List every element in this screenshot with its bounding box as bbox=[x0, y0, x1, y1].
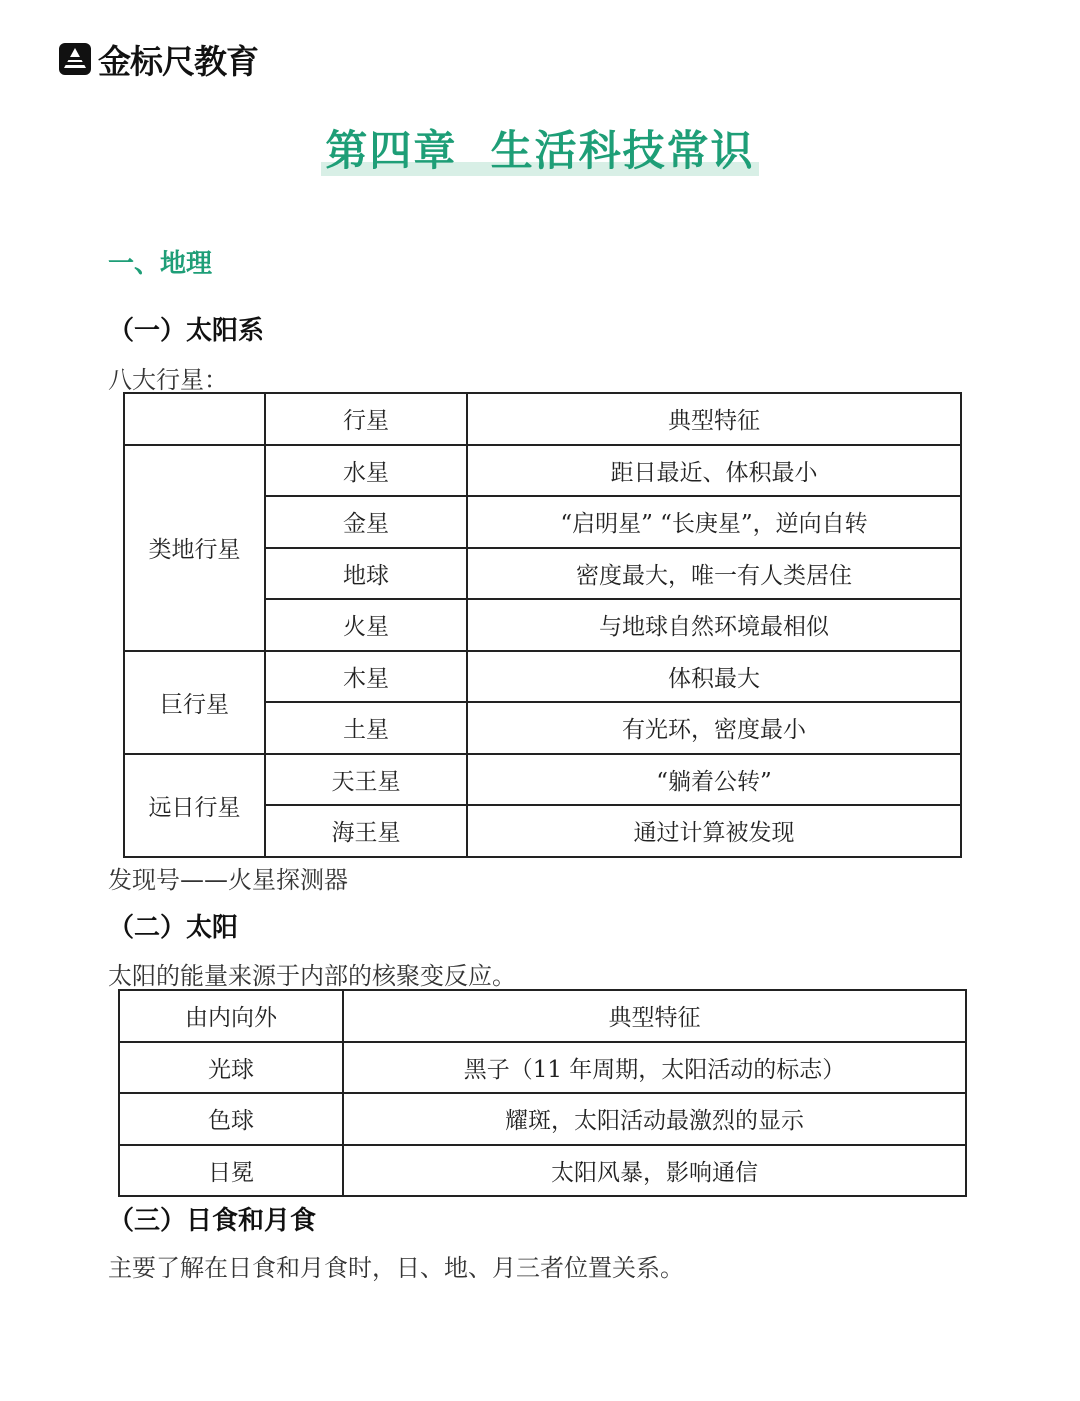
table-row bbox=[119, 1093, 966, 1145]
planet-cell: 金星 bbox=[265, 496, 467, 548]
pyramid-logo-icon bbox=[58, 42, 92, 76]
table-row bbox=[124, 651, 961, 703]
layer-cell: 光球 bbox=[119, 1042, 343, 1094]
feature-cell: 有光环，密度最小 bbox=[467, 702, 961, 754]
feature-cell: 通过计算被发现 bbox=[467, 805, 961, 857]
feature-cell: 体积最大 bbox=[467, 651, 961, 703]
section-heading-geography: 一、地理 bbox=[108, 249, 213, 279]
layer-cell: 日冕 bbox=[119, 1145, 343, 1197]
planet-cell: 海王星 bbox=[265, 805, 467, 857]
feature-cell: 黑子（11 年周期，太阳活动的标志） bbox=[343, 1042, 966, 1094]
discovery-note: 发现号——火星探测器 bbox=[108, 866, 348, 894]
planet-cell: 木星 bbox=[265, 651, 467, 703]
table-row bbox=[124, 445, 961, 497]
layer-cell: 色球 bbox=[119, 1093, 343, 1145]
subsection-heading-solar-system: （一）太阳系 bbox=[108, 316, 265, 346]
chapter-title bbox=[0, 118, 1080, 178]
category-cell: 远日行星 bbox=[124, 754, 265, 857]
header-cell: 行星 bbox=[265, 393, 467, 445]
feature-cell: “启明星” “长庚星”，逆向自转 bbox=[467, 496, 961, 548]
planet-cell: 地球 bbox=[265, 548, 467, 600]
subsection-heading-eclipses: （三）日食和月食 bbox=[108, 1206, 317, 1236]
category-cell: 巨行星 bbox=[124, 651, 265, 754]
sun-intro: 太阳的能量来源于内部的核聚变反应。 bbox=[108, 962, 516, 990]
header-cell: 由内向外 bbox=[119, 990, 343, 1042]
table-row bbox=[124, 754, 961, 806]
table-row bbox=[119, 1042, 966, 1094]
planet-cell: 水星 bbox=[265, 445, 467, 497]
feature-cell: 距日最近、体积最小 bbox=[467, 445, 961, 497]
eclipse-text: 主要了解在日食和月食时，日、地、月三者位置关系。 bbox=[108, 1254, 684, 1282]
feature-cell: 与地球自然环境最相似 bbox=[467, 599, 961, 651]
sun-layers-table bbox=[118, 989, 967, 1197]
table-header-row bbox=[119, 990, 966, 1042]
brand-name: 金标尺教育 bbox=[98, 41, 258, 81]
header-cell bbox=[124, 393, 265, 445]
table-header-row bbox=[124, 393, 961, 445]
planet-cell: 火星 bbox=[265, 599, 467, 651]
feature-cell: 耀斑，太阳活动最激烈的显示 bbox=[343, 1093, 966, 1145]
planets-intro: 八大行星： bbox=[108, 366, 228, 394]
feature-cell: 太阳风暴，影响通信 bbox=[343, 1145, 966, 1197]
planet-cell: 天王星 bbox=[265, 754, 467, 806]
header-cell: 典型特征 bbox=[467, 393, 961, 445]
table-row bbox=[119, 1145, 966, 1197]
subsection-heading-sun: （二）太阳 bbox=[108, 913, 239, 943]
planet-cell: 土星 bbox=[265, 702, 467, 754]
category-cell: 类地行星 bbox=[124, 445, 265, 651]
chapter-title-text: 第四章 生活科技常识 bbox=[325, 126, 755, 175]
header-cell: 典型特征 bbox=[343, 990, 966, 1042]
feature-cell: 密度最大，唯一有人类居住 bbox=[467, 548, 961, 600]
feature-cell: “躺着公转” bbox=[467, 754, 961, 806]
brand-logo bbox=[58, 40, 258, 81]
planets-table bbox=[123, 392, 962, 858]
